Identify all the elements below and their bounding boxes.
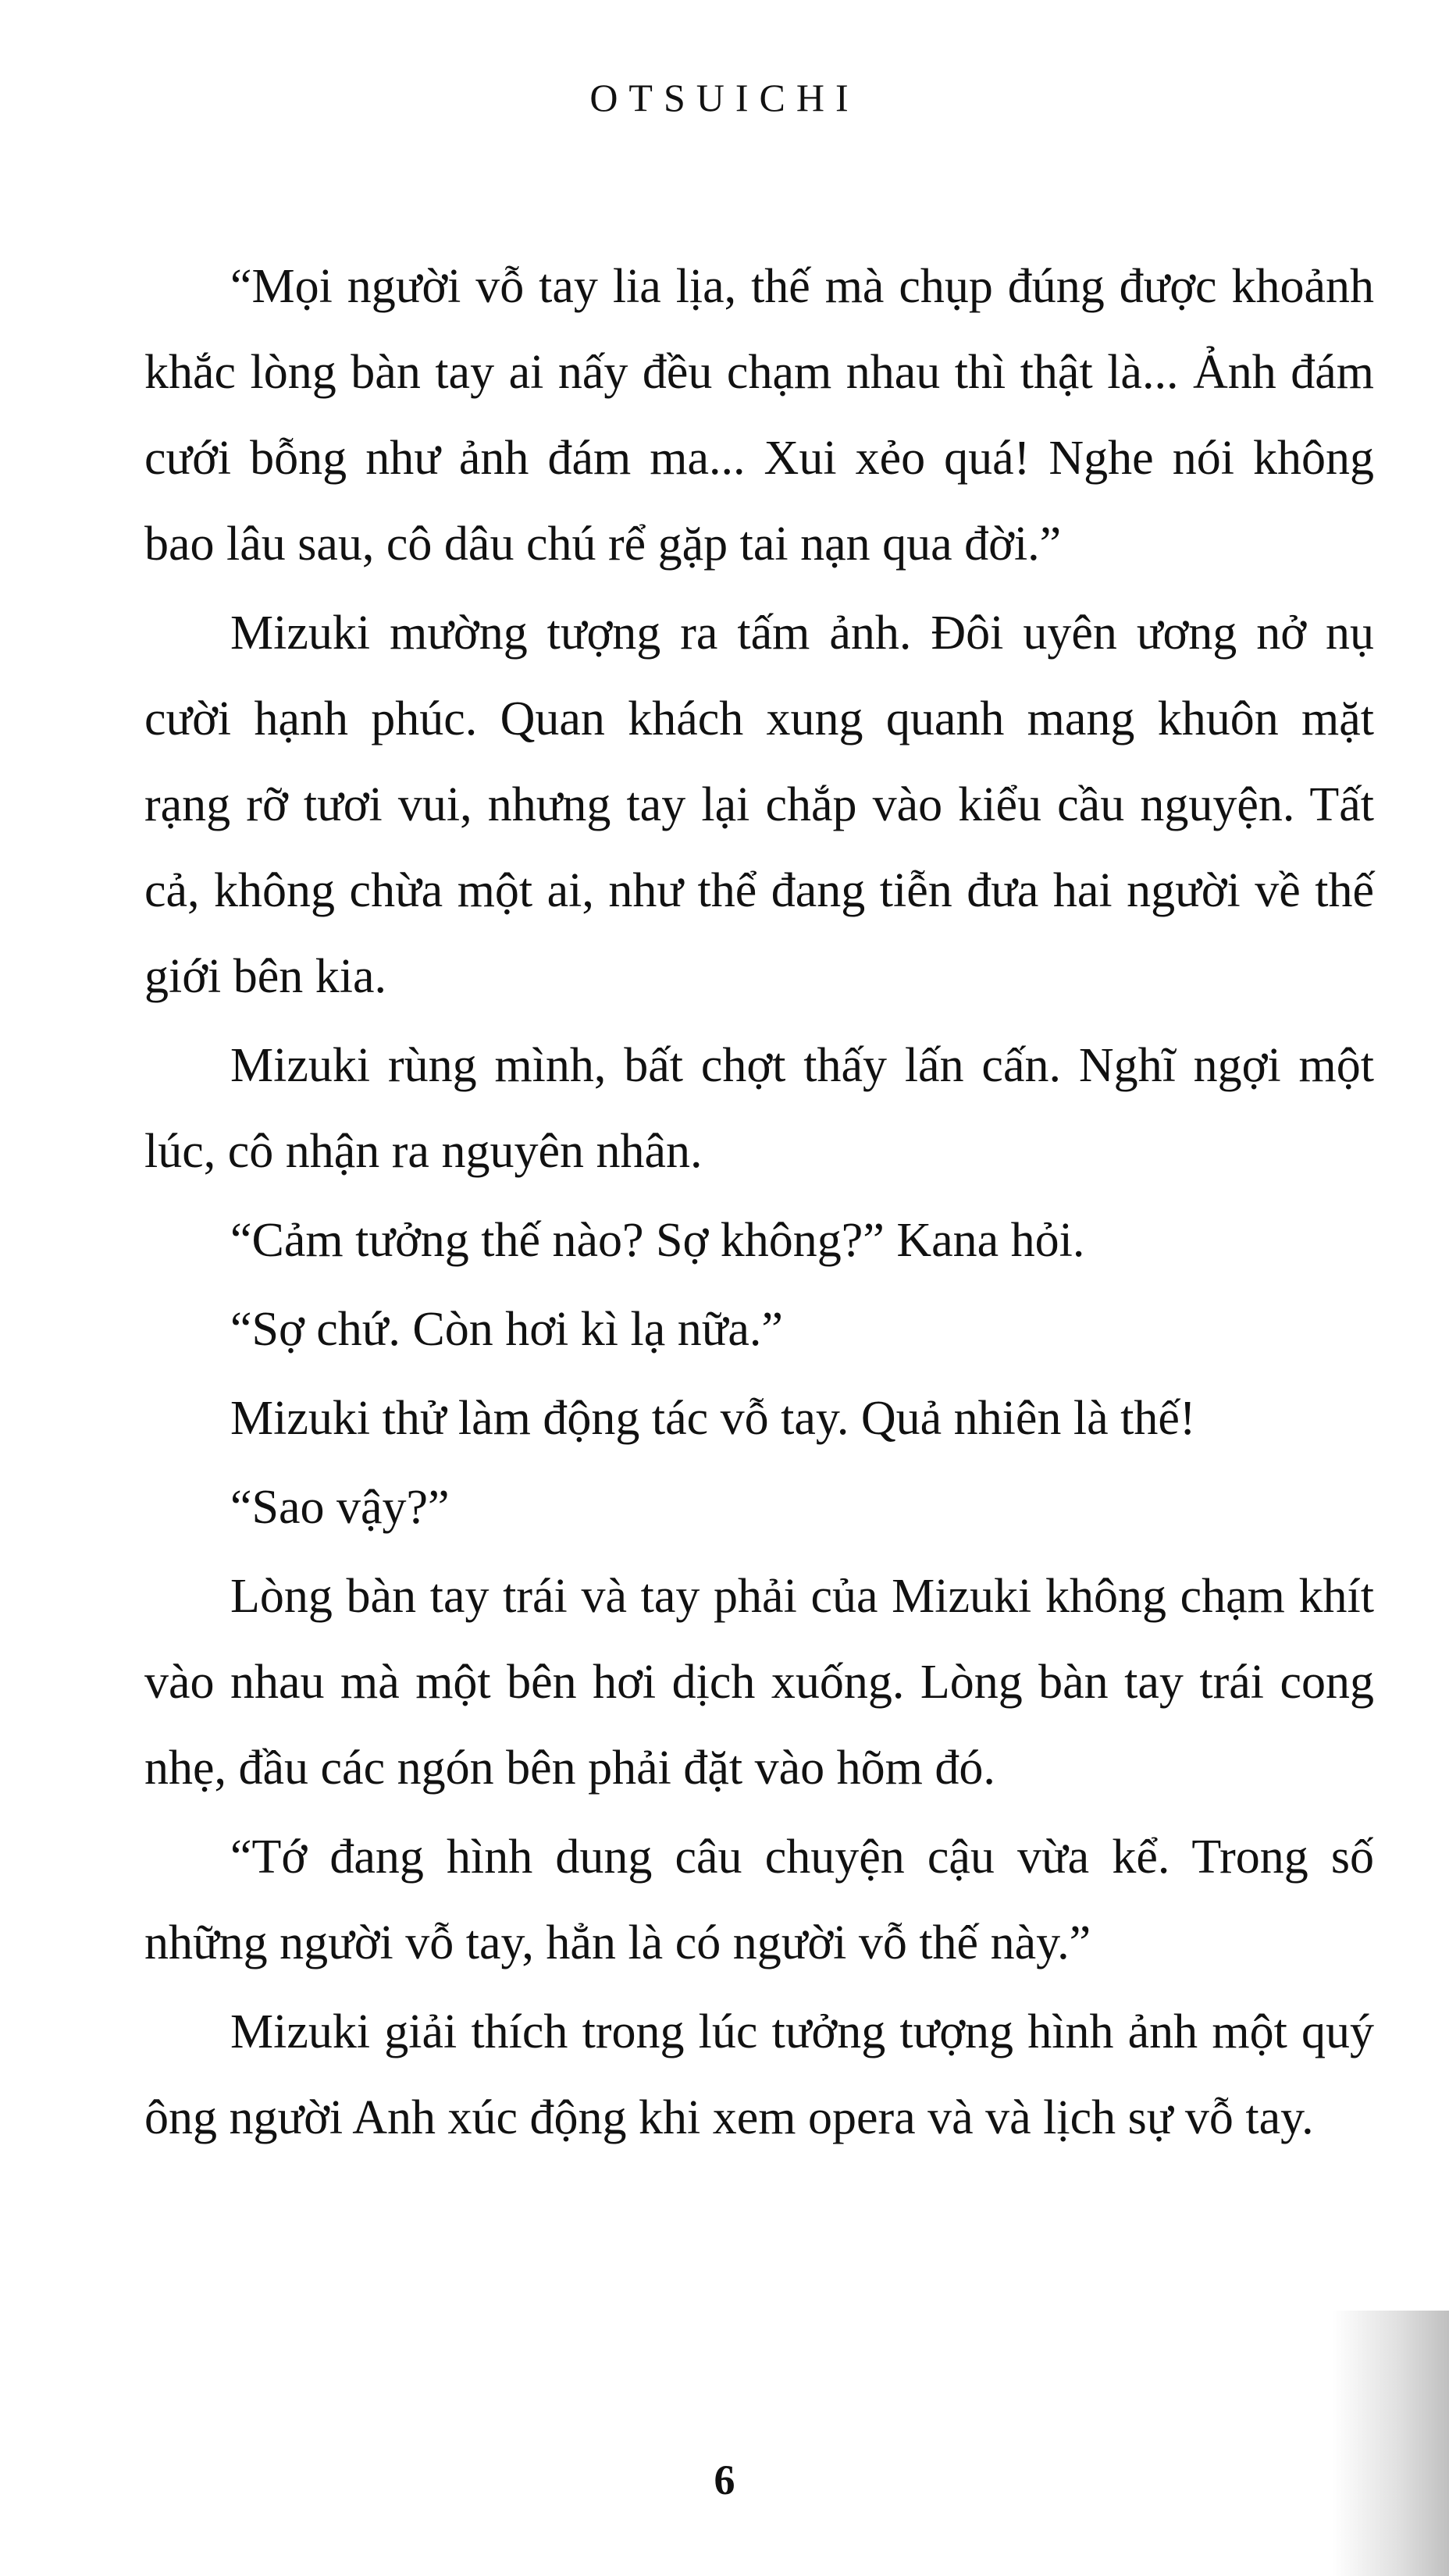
paragraph: “Mọi người vỗ tay lia lịa, thế mà chụp đúng được khoảnh khắc lòng bàn tay ai nấy đều chạm nhau thì thật là... Ảnh đám cưới bỗng như ảnh đám ma... Xui xẻo quá! Nghe nói không bao lâu sau, cô dâu chú rể gặp tai nạn qua đời.” — [144, 260, 1374, 571]
paragraph: Mizuki mường tượng ra tấm ảnh. Đôi uyên ương nở nụ cười hạnh phúc. Quan khách xung quanh mang khuôn mặt rạng rỡ tươi vui, nhưng tay lại chắp vào kiểu cầu nguyện. Tất cả, không chừa một ai, như thể đang tiễn đưa hai người về thế giới bên kia. — [144, 607, 1374, 1003]
body-text — [144, 244, 1374, 2164]
paragraph: Lòng bàn tay trái và tay phải của Mizuki không chạm khít vào nhau mà một bên hơi dịch xuống. Lòng bàn tay trái cong nhẹ, đầu các ngón bên phải đặt vào hõm đó. — [144, 1570, 1374, 1795]
page-edge-shadow — [1332, 2311, 1449, 2576]
page-number: 6 — [714, 2457, 735, 2503]
paragraph: Mizuki thử làm động tác vỗ tay. Quả nhiên là thế! — [230, 1392, 1196, 1445]
paragraph: “Sợ chứ. Còn hơi kì lạ nữa.” — [230, 1303, 783, 1356]
paragraph: “Tớ đang hình dung câu chuyện cậu vừa kể. Trong số những người vỗ tay, hẳn là có người vỗ thế này.” — [144, 1831, 1374, 1969]
paragraph: Mizuki rùng mình, bất chợt thấy lấn cấn. Nghĩ ngợi một lúc, cô nhận ra nguyên nhân. — [144, 1039, 1374, 1178]
paragraph: Mizuki giải thích trong lúc tưởng tượng hình ảnh một quý ông người Anh xúc động khi xem opera và và lịch sự vỗ tay. — [144, 2005, 1374, 2144]
running-head-author: OTSUICHI — [589, 76, 860, 119]
paragraph: “Sao vậy?” — [230, 1481, 450, 1534]
paragraph: “Cảm tưởng thế nào? Sợ không?” Kana hỏi. — [230, 1214, 1085, 1267]
